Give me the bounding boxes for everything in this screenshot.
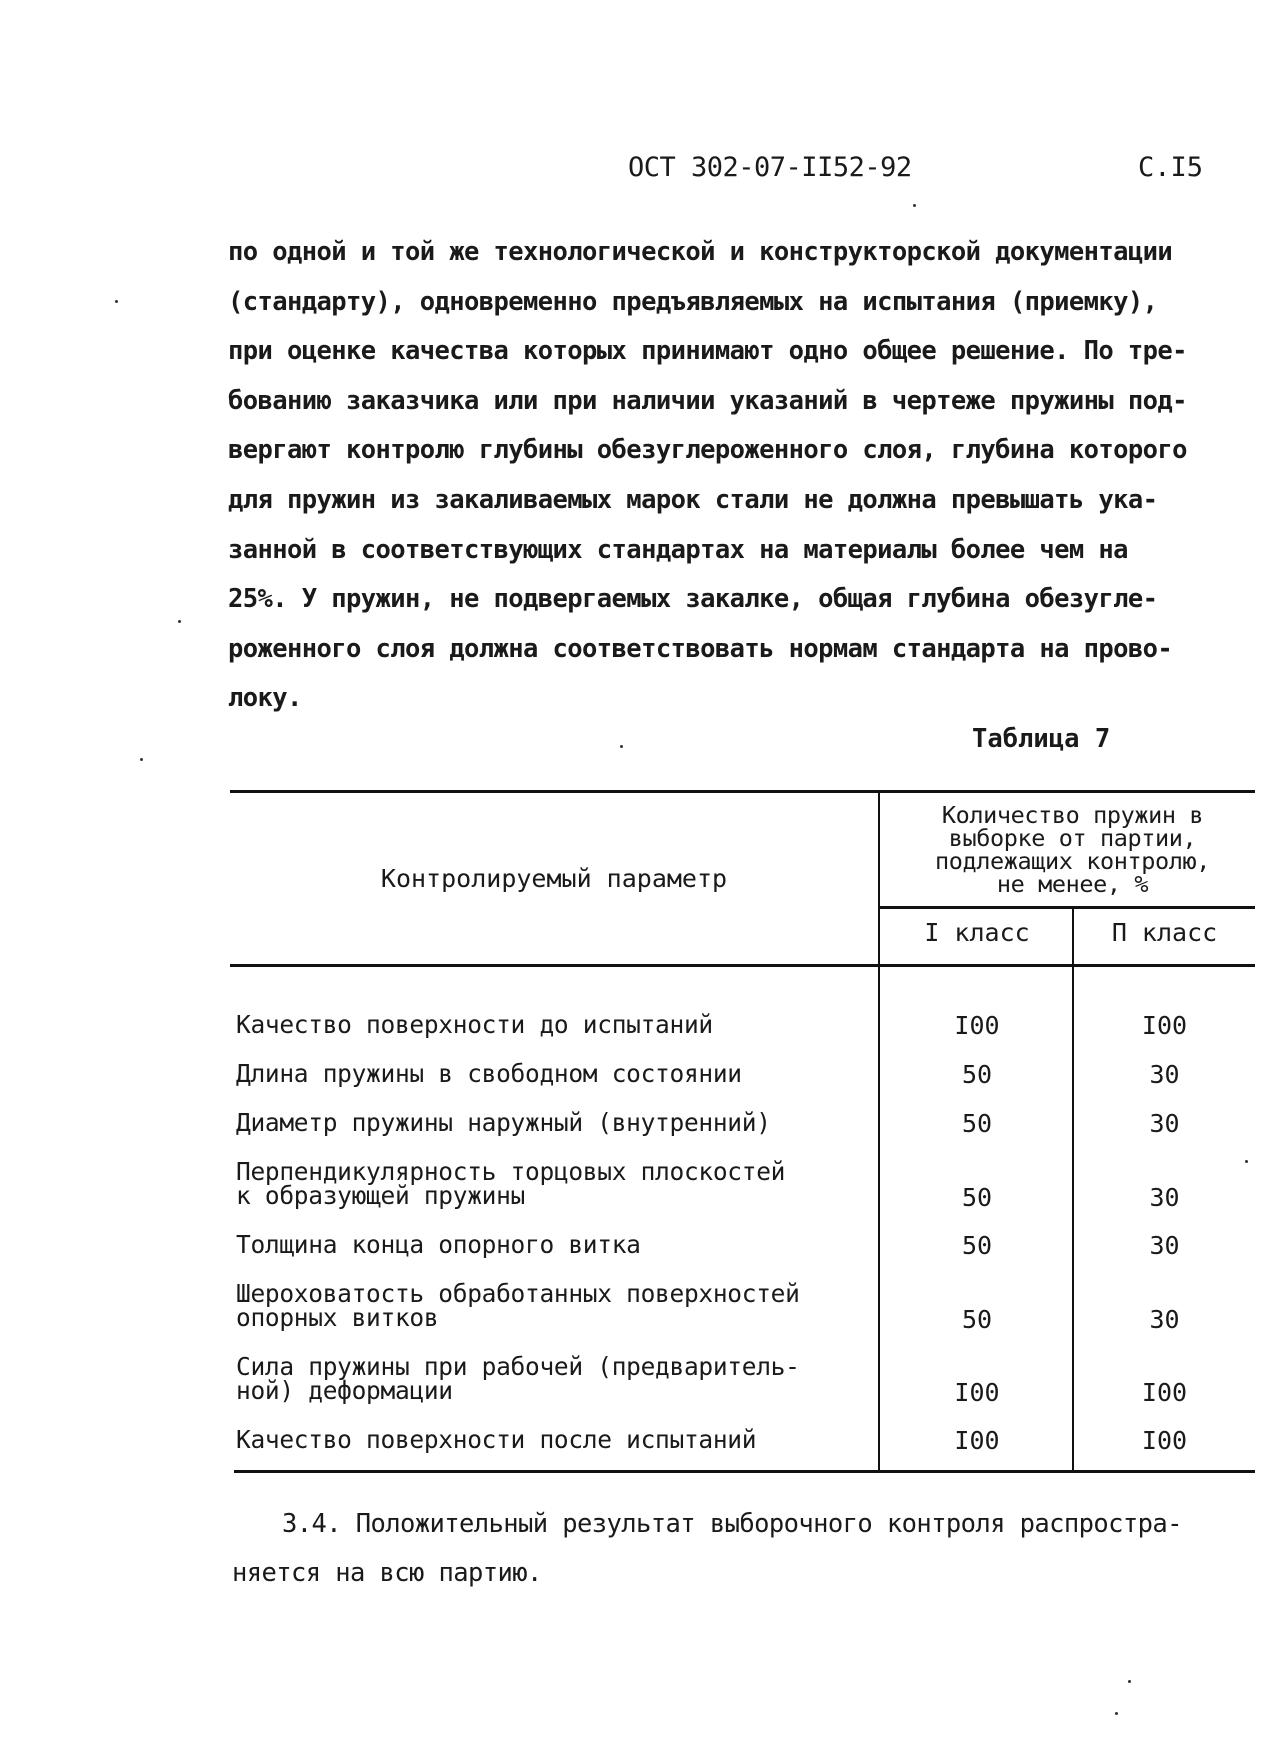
- body-line: роженного слоя должна соответствовать нормам стандарта на прово-: [228, 633, 1173, 664]
- spring-control-table: [230, 790, 1255, 1472]
- quantity-header-line: не менее, %: [996, 870, 1149, 898]
- param-column-divider: [878, 790, 880, 1473]
- scan-speck: [1245, 1160, 1248, 1163]
- scan-speck: [620, 745, 623, 748]
- body-line: (стандарту), одновременно предъявляемых на испытания (приемку),: [228, 286, 1158, 317]
- row-label: Качество поверхности после испытаний: [236, 1425, 757, 1454]
- scan-speck: [140, 758, 143, 761]
- row-value-class-2: I00: [1141, 1426, 1188, 1455]
- row-value-class-1: 50: [961, 1231, 993, 1260]
- row-value-class-2: 30: [1149, 1183, 1180, 1212]
- body-paragraph: [228, 228, 1238, 724]
- body-line: 25%. У пружин, не подвергаемых закалке, общая глубина обезугле-: [228, 584, 1158, 615]
- class-2-header: П класс: [1111, 918, 1218, 947]
- subheader-rule: [878, 906, 1255, 909]
- footer-line: няется на всю партию.: [232, 1558, 542, 1588]
- row-value-class-2: 30: [1149, 1109, 1180, 1138]
- row-label: Длина пружины в свободном состоянии: [236, 1059, 742, 1088]
- page-number: С.I5: [1138, 152, 1204, 183]
- footer-line: 3.4. Положительный результат выборочного контроля распростра-: [282, 1509, 1182, 1539]
- row-label: Перпендикулярность торцовых плоскостей к образующей пружины: [236, 1157, 786, 1210]
- row-value-class-2: 30: [1149, 1060, 1180, 1089]
- row-value-class-1: 50: [961, 1109, 993, 1138]
- row-label: Шероховатость обработанных поверхностей опорных витков: [236, 1279, 800, 1332]
- body-line: по одной и той же технологической и конструкторской документации: [228, 237, 1173, 267]
- row-value-class-2: I00: [1141, 1378, 1188, 1407]
- row-value-class-2: I00: [1141, 1011, 1188, 1040]
- body-line: при оценке качества которых принимают одно общее решение. По тре-: [228, 336, 1187, 367]
- row-value-class-2: 30: [1149, 1305, 1180, 1334]
- body-line: занной в соответствующих стандартах на материалы более чем на: [228, 534, 1128, 565]
- footer-paragraph: [232, 1500, 1242, 1598]
- scan-speck: [913, 204, 916, 207]
- row-value-class-1: 50: [961, 1305, 993, 1334]
- table-bottom-rule: [234, 1470, 1255, 1473]
- row-value-class-1: I00: [954, 1426, 1000, 1455]
- scan-speck: [1115, 1712, 1118, 1715]
- scan-speck: [115, 300, 118, 303]
- row-label: Диаметр пружины наружный (внутренний): [236, 1108, 771, 1137]
- body-line: бованию заказчика или при наличии указаний в чертеже пружины под-: [228, 385, 1187, 416]
- scan-speck: [1128, 1680, 1131, 1683]
- body-line: локу.: [228, 683, 302, 714]
- body-line: вергают контролю глубины обезуглероженного слоя, глубина которого: [228, 435, 1187, 466]
- table-caption: Таблица 7: [972, 724, 1111, 754]
- row-value-class-1: I00: [954, 1011, 1000, 1040]
- body-line: для пружин из закаливаемых марок стали не должна превышать ука-: [228, 484, 1158, 515]
- quantity-column-header: [890, 801, 1255, 898]
- quantity-header-line: Количество пружин в: [941, 801, 1204, 829]
- quantity-header-line: подлежащих контролю,: [935, 847, 1210, 875]
- row-value-class-2: 30: [1149, 1231, 1180, 1260]
- row-label: Сила пружины при рабочей (предваритель- ной) деформации: [236, 1352, 800, 1405]
- row-value-class-1: 50: [961, 1060, 993, 1089]
- row-value-class-1: 50: [961, 1183, 993, 1212]
- quantity-header-line: выборке от партии,: [948, 824, 1197, 852]
- row-label: Толщина конца опорного витка: [236, 1230, 641, 1259]
- param-column-header: Контролируемый параметр: [380, 863, 728, 893]
- row-value-class-1: I00: [954, 1378, 1000, 1407]
- scan-speck: [178, 620, 181, 623]
- class-1-header: I класс: [924, 918, 1030, 947]
- document-code: ОСТ 302-07-II52-92: [628, 152, 912, 183]
- row-label: Качество поверхности до испытаний: [236, 1010, 713, 1039]
